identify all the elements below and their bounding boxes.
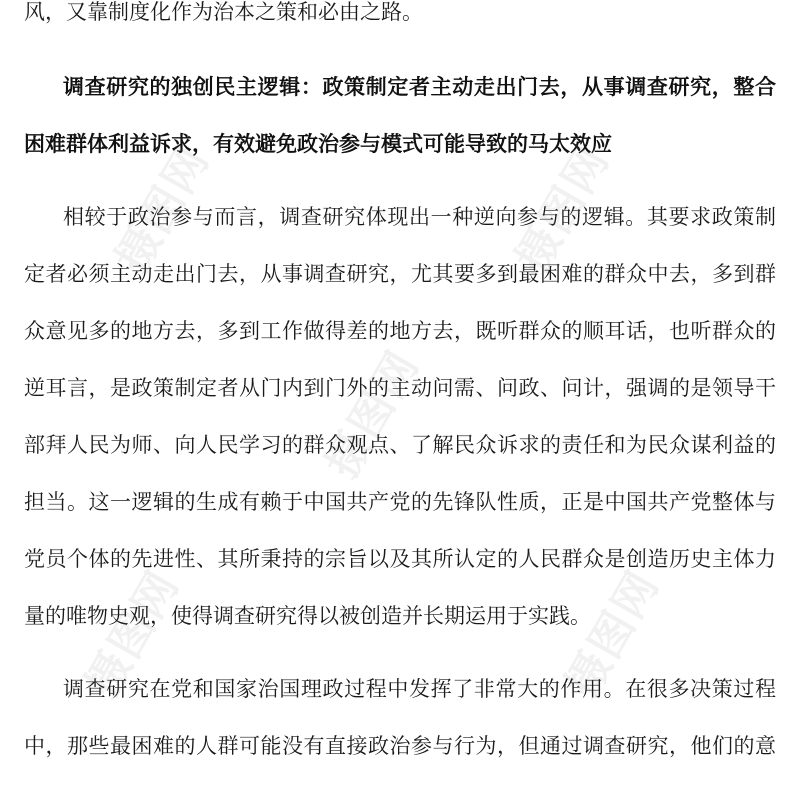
text-line: 逆耳言，是政策制定者从门内到门外的主动问需、问政、问计，强调的是领导干	[24, 376, 776, 400]
text-line: 担当。这一逻辑的生成有赖于中国共产党的先锋队性质，正是中国共产党整体与	[24, 490, 776, 514]
text-line: 众意见多的地方去，多到工作做得差的地方去，既听群众的顺耳话，也听群众的	[24, 319, 776, 343]
text-line: 中，那些最困难的人群可能没有直接政治参与行为，但通过调查研究，他们的意	[24, 734, 776, 758]
watermark-text: 摄图网	[106, 136, 220, 282]
text-line: 党员个体的先进性、其所秉持的宗旨以及其所认定的人民群众是创造历史主体力	[24, 547, 776, 571]
text-line: 风，又靠制度化作为治本之策和必由之路。	[24, 0, 423, 24]
watermark	[307, 336, 431, 488]
watermark-text: 摄图网	[506, 136, 620, 282]
text-line: 量的唯物史观，使得调查研究得以被创造并长期运用于实践。	[24, 604, 591, 628]
watermark-text: 摄图网	[76, 561, 190, 707]
text-line: 定者必须主动走出门去，从事调查研究，尤其要多到最困难的群众中去，多到群	[24, 262, 776, 286]
section-heading-line: 困难群体利益诉求，有效避免政治参与模式可能导致的马太效应	[24, 132, 612, 156]
section-heading-line: 调查研究的独创民主逻辑：政策制定者主动走出门去，从事调查研究，整合	[63, 75, 776, 99]
text-line: 部拜人民为师、向人民学习的群众观点、了解民众诉求的责任和为民众谋利益的	[24, 433, 776, 457]
text-line: 调查研究在党和国家治国理政过程中发挥了非常大的作用。在很多决策过程	[63, 677, 776, 701]
text-line: 相较于政治参与而言，调查研究体现出一种逆向参与的逻辑。其要求政策制	[63, 205, 776, 229]
watermark-text: 摄图网	[316, 341, 430, 487]
watermark-text: 摄图网	[556, 561, 670, 707]
